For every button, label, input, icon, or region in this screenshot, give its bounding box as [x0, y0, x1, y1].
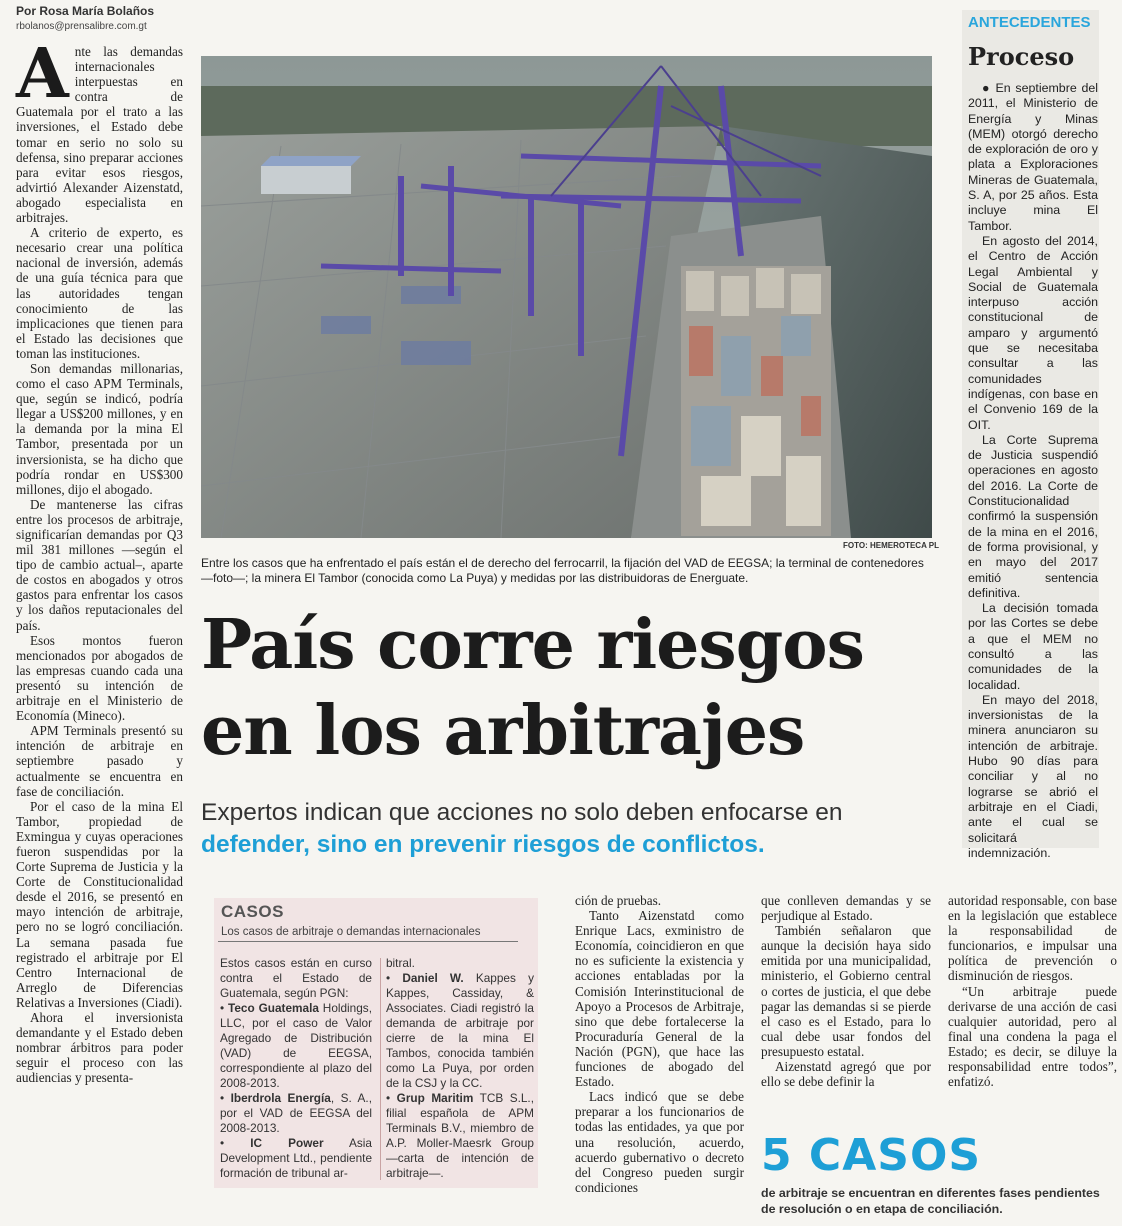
- casos-item-name: Iberdrola Energía: [230, 1091, 331, 1105]
- article-paragraph: [16, 34, 183, 226]
- article-paragraph: “Un arbitraje puede derivarse de una acción de casi cualquier autoridad, pero al final una condena la paga el Estado; es decir, se diluye la responsabilidad entre todos”, enfatizó.: [948, 983, 1117, 1090]
- sidebar-paragraph: La Corte Suprema de Justicia suspendió operaciones en agosto del 2016. La Corte de Constitucionalidad confirmó la suspensión de la mina en el 2016, de forma provisional, y en mayo del 2017 emitió sentencia definitiva.: [968, 432, 1098, 600]
- casos-item: [220, 1136, 372, 1181]
- article-paragraph: Por el caso de la mina El Tambor, propiedad de Exmingua y cuyas operaciones fueron suspendidas por la Corte Suprema de Justicia y la Corte de Constitucionalidad desde el 2016, se presentó en mayo intención de arbitraje, pero no se logró conciliación. La semana pasada fue registrado el arbitraje por El Centro Internacional de Arreglo de Diferencias Relativas a Inversiones (Ciadi).: [16, 798, 183, 1010]
- article-column-3: [575, 893, 744, 1195]
- casos-column-right: [386, 956, 534, 1181]
- casos-item-name: Grup Maritim: [396, 1091, 474, 1105]
- subheadline-highlight: defender, sino en prevenir riesgos de conflictos.: [201, 831, 765, 858]
- article-paragraph: También señalaron que aunque la decisión haya sido emitida por una municipalidad, ministerio, el Gobierno central o cortes de justicia, el que debe pagar las demandas si se pierde el caso es el Estado, para lo cual debe usar fondos del presupuesto estatal.: [761, 923, 931, 1059]
- dropcap: A: [16, 34, 69, 114]
- article-paragraph: Tanto Aizenstatd como Enrique Lacs, exministro de Economía, coincidieron en que no es suficiente la existencia y acciones entabladas por la Comisión Interinstitucional de Apoyo a Procesos de Arbitraje, sino que debe fortalecerse la Procuraduría General de la Nación (PGN), que hace las funciones de abogado del Estado.: [575, 908, 744, 1090]
- article-paragraph: autoridad responsable, con base en la legislación que establece la responsabilidad de funcionarios, e impulsar una política de prevención o disminución de riesgos.: [948, 893, 1117, 984]
- bullet-icon: ●: [982, 81, 991, 95]
- casos-column-divider: [380, 958, 381, 1180]
- article-paragraph: Lacs indicó que se debe preparar a los funcionarios de todas las entidades, ya que por una resolución, acuerdo, acuerdo gubernativo o decreto del Congreso pueden surgir condiciones: [575, 1089, 744, 1195]
- casos-bullet: •: [386, 971, 403, 985]
- headline-line-1: País corre riesgos: [201, 605, 864, 685]
- casos-divider-line: [218, 941, 518, 942]
- casos-item-name: Teco Guatemala: [228, 1001, 319, 1015]
- casos-bullet: •: [220, 1091, 231, 1105]
- article-paragraph: Esos montos fueron mencionados por abogados de las empresas cuando cada una presentó su intención de arbitraje en el Ministerio de Economía (Mineco).: [16, 632, 183, 724]
- sidebar-paragraph: La decisión tomada por las Cortes se debe a que el MEM no consultó a las comunidades de la localidad.: [968, 601, 1098, 692]
- subheadline-part-1: Expertos indican que acciones no solo deben enfocarse en: [201, 799, 843, 826]
- port-photo-illustration: [201, 56, 932, 538]
- sidebar-title: Proceso: [968, 42, 1075, 71]
- sidebar-paragraph: [968, 81, 1098, 234]
- article-column-1: [16, 34, 183, 1086]
- casos-bullet: •: [220, 1001, 229, 1015]
- article-paragraph-text: nte las demandas internacionales interpuestas en contra de Guatemala por el trato a las inversiones, el Estado debe tomar en serio no solo su defensa, sino preparar acciones para evitar esos riesgos, advirtió Alexander Aizenstatd, abogado especialista en arbitrajes.: [16, 44, 183, 226]
- photo-caption: Entre los casos que ha enfrentado el país están el de derecho del ferrocarril, la fijación del VAD de EEGSA; la terminal de contenedores —foto—; la minera El Tambor (conocida como La Puya) y medidas por las distribuidoras de Energuate.: [201, 556, 924, 585]
- highlight-number: 5 CASOS: [761, 1130, 982, 1181]
- headline: [201, 602, 936, 774]
- port-photo: [201, 56, 932, 538]
- article-paragraph: A criterio de experto, es necesario crear una política nacional de inversión, además de una guía técnica para que las autoridades tengan conocimiento de las implicaciones que tienen para el Estado las decisiones que toman las instituciones.: [16, 225, 183, 361]
- casos-item: [386, 971, 534, 1091]
- byline-email: rbolanos@prensalibre.com.gt: [16, 21, 147, 32]
- casos-item-text: , S. A., por el VAD de EEGSA del 2008-2013.: [220, 1091, 372, 1135]
- casos-item-text: TCB S.L., filial española de APM Terminals B.V., miembro de A.P. Moller-Maesrk Group —carta de intención de arbitraje—.: [386, 1091, 534, 1180]
- casos-item: [220, 1001, 372, 1091]
- sidebar-paragraph: En agosto del 2014, el Centro de Acción Legal Ambiental y Social de Guatemala interpuso acción constitucional de amparo y argumentó que se necesitaba consultar a las comunidades indígenas, con base en el Convenio 169 de la OIT.: [968, 233, 1098, 432]
- sidebar-paragraph: En mayo del 2018, inversionistas de la minera anunciaron su intención de arbitraje. Hubo 90 días para conciliar y al no lograrse se abrió el arbitraje en el Ciadi, ante el cual se solicitará indemnización.: [968, 692, 1098, 860]
- article-paragraph: Son demandas millonarias, como el caso APM Terminals, que, según se indicó, podría llegar a US$200 millones, y en la demanda por la mina El Tambor, presentada por un inversionista, se ha dicho que podría rondar en US$300 millones, dijo el abogado.: [16, 360, 183, 497]
- article-paragraph: De mantenerse las cifras entre los procesos de arbitraje, significarían demandas por Q3 mil 381 millones —según el tipo de cambio actual–, aparte de costos en abogados y otros gastos para enfrentar los casos y los daños reputacionales del país.: [16, 496, 183, 633]
- casos-item-name: IC Power: [250, 1136, 324, 1150]
- sidebar-text: [968, 81, 1098, 861]
- article-paragraph: APM Terminals presentó su intención de arbitraje en septiembre pasado y actualmente se encuentra en fase de conciliación.: [16, 723, 183, 799]
- casos-item-text: Holdings, LLC, por el caso de Valor Agregado de Distribución (VAD) de EEGSA, correspondiente al plazo del 2008-2013.: [220, 1001, 372, 1090]
- subheadline: [201, 797, 936, 861]
- sidebar-tag: ANTECEDENTES: [968, 14, 1091, 31]
- sidebar-paragraph-text: En septiembre del 2011, el Ministerio de Energía y Minas (MEM) otorgó derecho de exploración de oro y plata a Exploraciones Mineras de Guatemala, S. A, por 25 años. Esta incluye mina El Tambor.: [968, 81, 1098, 233]
- casos-bullet: •: [386, 1091, 397, 1105]
- casos-right-intro: bitral.: [386, 956, 415, 970]
- highlight-text: de arbitraje se encuentran en diferentes fases pendientes de resolución o en etapa de conciliación.: [761, 1186, 1100, 1216]
- article-paragraph: que conlleven demandas y se perjudique al Estado.: [761, 893, 931, 924]
- casos-title: CASOS: [221, 902, 284, 921]
- casos-item-name: Daniel W.: [402, 971, 464, 985]
- byline-author: Por Rosa María Bolaños: [16, 4, 155, 18]
- headline-line-2: en los arbitrajes: [201, 691, 805, 771]
- casos-item-text: Kappes y Kappes, Cassiday, & Associates. Ciadi registró la demanda de arbitraje por cierre de la mina El Tambos, conocida también como La Puya, por orden de la CSJ y la CC.: [386, 971, 534, 1090]
- casos-item: [386, 1091, 534, 1181]
- article-column-4: [761, 893, 931, 1089]
- photo-credit: FOTO: HEMEROTECA PL: [843, 541, 939, 550]
- casos-subtitle: Los casos de arbitraje o demandas internacionales: [221, 926, 481, 938]
- casos-bullet: •: [220, 1136, 251, 1150]
- casos-item-text: Asia Development Ltd., pendiente formación de tribunal ar-: [220, 1136, 372, 1180]
- casos-intro: Estos casos están en curso contra el Estado de Guatemala, según PGN:: [220, 956, 372, 1000]
- casos-column-left: [220, 956, 372, 1181]
- article-paragraph: ción de pruebas.: [575, 893, 662, 908]
- article-paragraph: Ahora el inversionista demandante y el Estado deben nombrar árbitros para poder seguir el proceso con las audiencias y presenta-: [16, 1010, 183, 1086]
- casos-item: [220, 1091, 372, 1136]
- article-paragraph: Aizenstatd agregó que por ello se debe definir la: [761, 1059, 931, 1090]
- article-column-5: [948, 893, 1117, 1089]
